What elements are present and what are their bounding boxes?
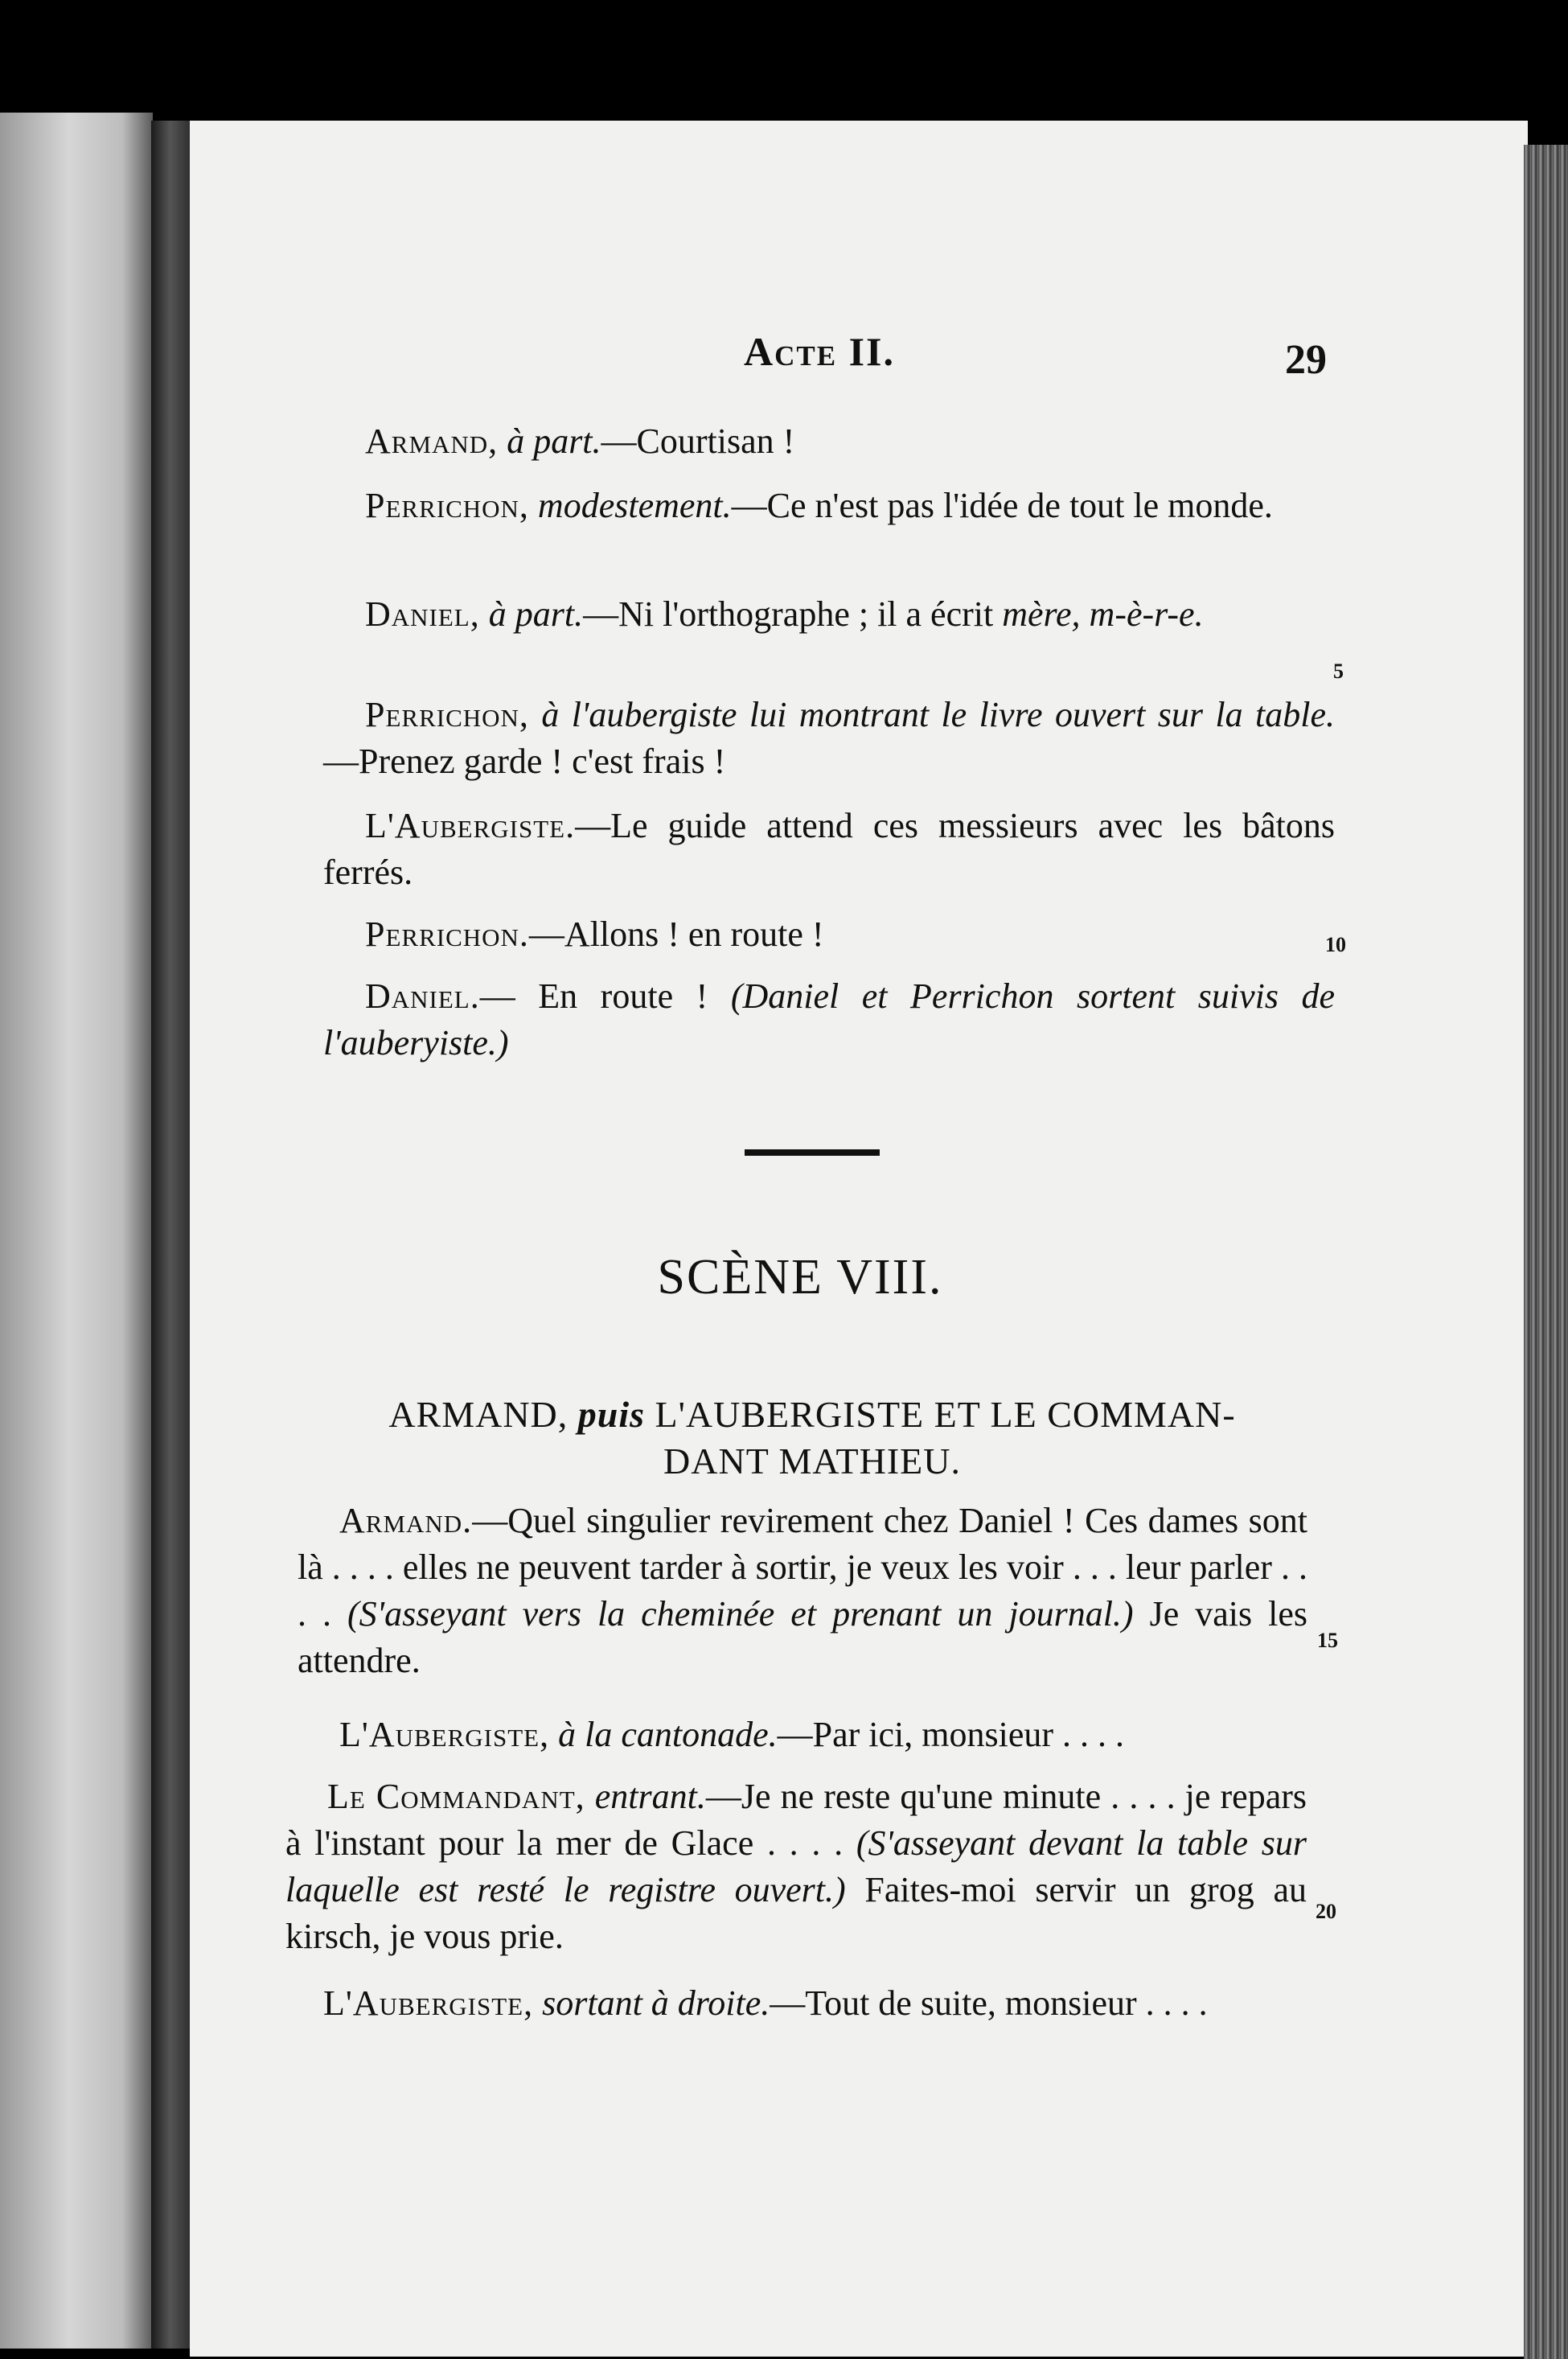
stage-direction: modestement. xyxy=(537,486,732,525)
speaker: L'Aubergiste. xyxy=(365,806,576,845)
speech-text: —Ce n'est pas l'idée de tout le monde. xyxy=(731,486,1273,525)
speech-text: Faites-moi servir un grog au kirsch, je vous prie. xyxy=(285,1870,1307,1956)
speech-armand-1 xyxy=(323,418,1335,465)
speech-perrichon-3 xyxy=(323,911,1335,958)
speech-text: —Quel singulier revirement chez Daniel ! Ces dames sont là . . . . elles ne peuvent tarder à sortir, je veux les voir . . . leur parler . . . . xyxy=(298,1501,1307,1634)
stage-direction: à part. xyxy=(507,421,601,461)
speech-daniel-1 xyxy=(323,591,1335,638)
speech-text: —Allons ! en route ! xyxy=(528,914,824,954)
facing-page-edge xyxy=(0,113,153,2349)
speech-text: —Tout de suite, monsieur . . . . xyxy=(770,1983,1208,2023)
line-number-10: 10 xyxy=(1325,933,1346,956)
stage-direction: (S'asseyant devant la table sur laquelle est resté le registre ouvert.) xyxy=(285,1823,1307,1909)
line-number-20: 20 xyxy=(1316,1900,1336,1923)
speech-text: Je vais les attendre. xyxy=(298,1594,1308,1680)
page-number: 29 xyxy=(1285,337,1327,383)
stage-direction: (S'asseyant vers la cheminée et prenant un journal.) xyxy=(347,1594,1134,1634)
line-number-5: 5 xyxy=(1333,660,1344,683)
speaker: L'Aubergiste, xyxy=(323,1983,534,2023)
character-commandant: DANT MATHIEU. xyxy=(663,1440,961,1482)
speech-daniel-2 xyxy=(323,973,1335,1066)
book-gutter xyxy=(151,121,193,2349)
speech-text: — En route ! xyxy=(479,976,708,1016)
speech-text: —Le guide attend ces messieurs avec les bâtons ferrés. xyxy=(323,806,1335,892)
character-others: L'AUBERGISTE ET LE COMMAN- xyxy=(655,1394,1236,1435)
character-armand: ARMAND, xyxy=(388,1394,569,1435)
speaker: Armand. xyxy=(339,1501,473,1540)
speech-text: —Par ici, monsieur . . . . xyxy=(777,1715,1124,1754)
speaker: Armand, xyxy=(365,421,499,461)
speaker: L'Aubergiste, xyxy=(339,1715,550,1754)
speech-commandant-1 xyxy=(285,1773,1307,1960)
stage-direction: entrant. xyxy=(594,1777,706,1816)
running-head: Acte II. xyxy=(744,329,895,374)
speech-armand-2 xyxy=(298,1498,1307,1684)
speech-text: —Ni l'orthographe ; il a écrit xyxy=(583,594,994,634)
stage-direction: mère, m-è-r-e. xyxy=(1002,594,1204,634)
speaker: Le Commandant, xyxy=(327,1777,585,1816)
speaker: Perrichon. xyxy=(365,914,529,954)
speech-perrichon-2 xyxy=(323,692,1335,785)
speech-aubergiste-1 xyxy=(323,803,1335,896)
speech-text: —Je ne reste qu'une minute . . . . je repars à l'instant pour la mer de Glace . . . . xyxy=(285,1777,1307,1863)
scene-title: SCÈNE VIII. xyxy=(657,1250,943,1305)
speaker: Perrichon, xyxy=(365,695,529,734)
speech-aubergiste-3 xyxy=(281,1980,1299,2027)
stage-direction: sortant à droite. xyxy=(542,1983,770,2023)
stage-direction: (Daniel et Perrichon sortent suivis de l'auberyiste.) xyxy=(323,976,1336,1062)
stage-direction: puis xyxy=(577,1394,646,1435)
page-stack-edge xyxy=(1524,145,1568,2359)
speaker: Perrichon, xyxy=(365,486,529,525)
speech-aubergiste-2 xyxy=(298,1712,1307,1758)
section-rule xyxy=(745,1149,880,1156)
speaker: Daniel, xyxy=(365,594,480,634)
speech-text: —Courtisan ! xyxy=(601,421,795,461)
speech-perrichon-1 xyxy=(323,483,1335,529)
speech-text: —Prenez garde ! c'est frais ! xyxy=(323,742,726,781)
speaker: Daniel. xyxy=(365,976,480,1016)
stage-direction: à la cantonade. xyxy=(558,1715,778,1754)
scene-characters xyxy=(306,1391,1319,1485)
stage-direction: à part. xyxy=(488,594,584,634)
stage-direction: à l'aubergiste lui montrant le livre ouvert sur la table. xyxy=(541,695,1335,734)
line-number-15: 15 xyxy=(1317,1629,1338,1652)
